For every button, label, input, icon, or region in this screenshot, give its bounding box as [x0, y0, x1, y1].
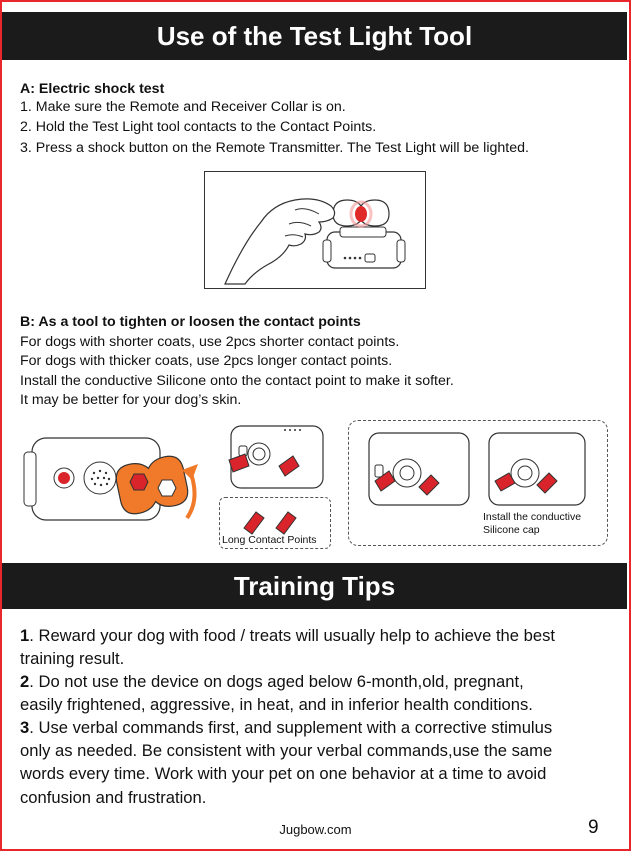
- silicone-caption-line-2: Silicone cap: [483, 524, 540, 536]
- section-a-heading: A: Electric shock test: [20, 81, 165, 97]
- section-b-line-3: Install the conductive Silicone onto the contact point to make it softer.: [20, 373, 454, 389]
- tip-3-number: 3: [20, 718, 30, 737]
- tip-3-text: . Use verbal commands first, and supplement with a corrective stimulus: [29, 718, 553, 737]
- page-number: 9: [588, 817, 599, 838]
- training-tips-title: Training Tips: [2, 563, 627, 609]
- tip-1-cont: training result.: [20, 649, 125, 668]
- tip-1: [20, 625, 555, 648]
- tip-3: [20, 717, 552, 740]
- test-light-illustration: [204, 171, 426, 289]
- footer-site: Jugbow.com: [279, 822, 352, 837]
- step-3: 3. Press a shock button on the Remote Transmitter. The Test Light will be lighted.: [20, 140, 529, 156]
- section-b-line-1: For dogs with shorter coats, use 2pcs shorter contact points.: [20, 334, 400, 350]
- tip-3-cont-3: confusion and frustration.: [20, 788, 207, 807]
- step-1: 1. Make sure the Remote and Receiver Collar is on.: [20, 99, 346, 115]
- silicone-caption-line-1: Install the conductive: [483, 511, 582, 523]
- long-contact-points-caption: Long Contact Points: [222, 534, 317, 546]
- tighten-tool-illustration: [22, 418, 207, 534]
- tip-2-number: 2: [20, 672, 30, 691]
- section-b-line-4: It may be better for your dog’s skin.: [20, 392, 242, 408]
- tip-3-cont-2: words every time. Work with your pet on one behavior at a time to avoid: [20, 764, 547, 783]
- page-title: Use of the Test Light Tool: [2, 12, 627, 60]
- tip-1-number: 1: [20, 626, 30, 645]
- silicone-cap-caption: [483, 511, 603, 537]
- step-2: 2. Hold the Test Light tool contacts to the Contact Points.: [20, 119, 377, 135]
- tip-2-cont: easily frightened, aggressive, in heat, and in inferior health conditions.: [20, 695, 533, 714]
- tip-1-text: . Reward your dog with food / treats will usually help to achieve the best: [29, 626, 555, 645]
- section-b-heading: B: As a tool to tighten or loosen the contact points: [20, 314, 361, 330]
- tip-2-text: . Do not use the device on dogs aged below 6-month,old, pregnant,: [29, 672, 524, 691]
- section-b-line-2: For dogs with thicker coats, use 2pcs longer contact points.: [20, 353, 393, 369]
- tip-3-cont: only as needed. Be consistent with your verbal commands,use the same: [20, 741, 553, 760]
- tip-2: [20, 671, 524, 694]
